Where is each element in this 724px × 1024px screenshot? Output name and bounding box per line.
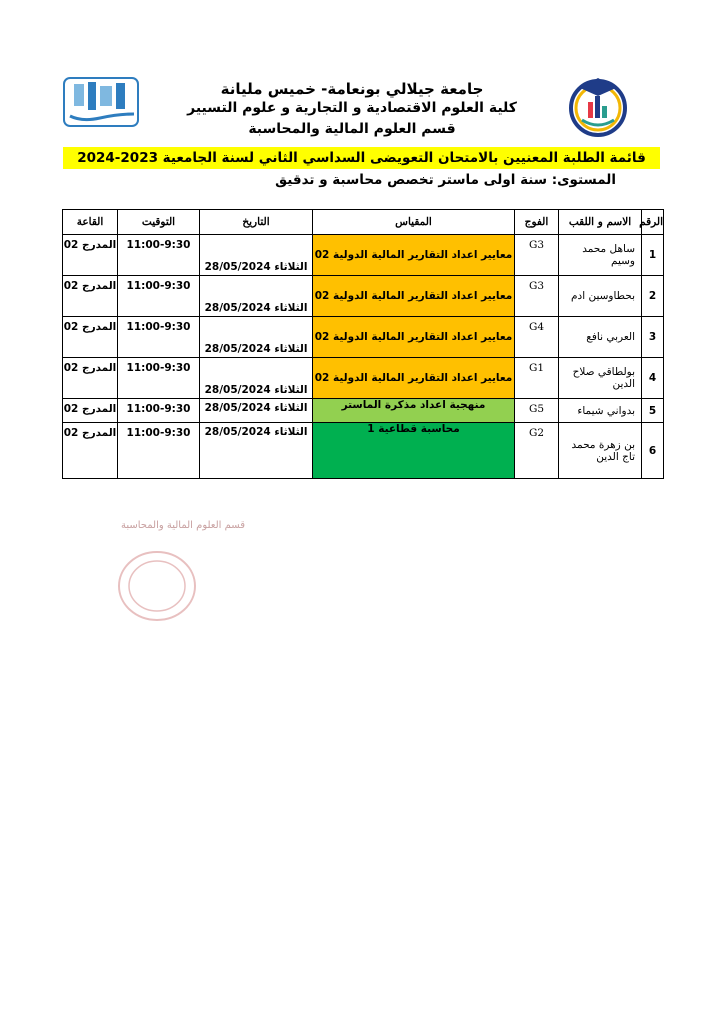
exam-room: المدرج 02 xyxy=(63,358,118,399)
exam-date: الثلاثاء 28/05/2024 xyxy=(200,317,313,358)
student-name: بولطاقي صلاح الدين xyxy=(559,358,642,399)
student-name: بن زهرة محمد تاج الدين xyxy=(559,423,642,479)
faculty-emblem-logo xyxy=(564,72,632,138)
exam-time: 11:00-9:30 xyxy=(118,235,200,276)
table-header-row xyxy=(63,210,664,235)
exam-room: المدرج 02 xyxy=(63,276,118,317)
row-num: 2 xyxy=(642,276,664,317)
stamp-text: قسم العلوم المالية والمحاسبة xyxy=(121,520,245,531)
exam-date: الثلاثاء 28/05/2024 xyxy=(200,235,313,276)
exam-subject: معايير اعداد التقارير المالية الدولية 02 xyxy=(313,358,515,399)
header-group: الفوج xyxy=(515,210,559,235)
exam-subject: معايير اعداد التقارير المالية الدولية 02 xyxy=(313,317,515,358)
exam-room: المدرج 02 xyxy=(63,423,118,479)
header-time: التوقيت xyxy=(118,210,200,235)
exam-time: 11:00-9:30 xyxy=(118,276,200,317)
student-name: ساهل محمد وسيم xyxy=(559,235,642,276)
exam-subject: محاسبة قطاعية 1 xyxy=(313,423,515,479)
row-num: 3 xyxy=(642,317,664,358)
level-line: المستوى: سنة اولى ماستر تخصص محاسبة و تدقيق xyxy=(275,172,616,188)
header-date: التاريخ xyxy=(200,210,313,235)
exam-room: المدرج 02 xyxy=(63,235,118,276)
exam-date: الثلاثاء 28/05/2024 xyxy=(200,276,313,317)
exam-subject: معايير اعداد التقارير المالية الدولية 02 xyxy=(313,235,515,276)
faculty-name: كلية العلوم الاقتصادية و التجارية و علوم التسيير xyxy=(187,100,517,116)
header-name: الاسم و اللقب xyxy=(559,210,642,235)
row-num: 5 xyxy=(642,399,664,423)
student-group: G5 xyxy=(515,399,559,423)
header-num: الرقم xyxy=(642,210,664,235)
exam-date: الثلاثاء 28/05/2024 xyxy=(200,399,313,423)
student-group: G3 xyxy=(515,276,559,317)
university-name: جامعة جيلالي بونعامة- خميس مليانة xyxy=(220,80,484,98)
exam-room: المدرج 02 xyxy=(63,399,118,423)
student-name: بحطاوسين ادم xyxy=(559,276,642,317)
header-subject: المقياس xyxy=(313,210,515,235)
table-row xyxy=(63,423,664,479)
student-group: G3 xyxy=(515,235,559,276)
exam-date: الثلاثاء 28/05/2024 xyxy=(200,423,313,479)
exam-subject: منهجية اعداد مذكرة الماستر xyxy=(313,399,515,423)
exam-time: 11:00-9:30 xyxy=(118,399,200,423)
student-group: G1 xyxy=(515,358,559,399)
row-num: 1 xyxy=(642,235,664,276)
table-row xyxy=(63,276,664,317)
header-room: القاعة xyxy=(63,210,118,235)
exam-time: 11:00-9:30 xyxy=(118,423,200,479)
table-row xyxy=(63,399,664,423)
table-row xyxy=(63,235,664,276)
exam-date: الثلاثاء 28/05/2024 xyxy=(200,358,313,399)
student-group: G4 xyxy=(515,317,559,358)
document-title: قائمة الطلبة المعنيين بالامتحان التعويضى السداسي الثاني لسنة الجامعية 2023-2024 xyxy=(63,147,660,169)
department-name: قسم العلوم المالية والمحاسبة xyxy=(248,121,456,137)
table-row xyxy=(63,317,664,358)
row-num: 6 xyxy=(642,423,664,479)
student-name: بدواني شيماء xyxy=(559,399,642,423)
row-num: 4 xyxy=(642,358,664,399)
student-group: G2 xyxy=(515,423,559,479)
department-stamp xyxy=(95,518,265,628)
university-wordmark-logo xyxy=(62,74,140,130)
exam-time: 11:00-9:30 xyxy=(118,317,200,358)
student-name: العربي نافع xyxy=(559,317,642,358)
exam-room: المدرج 02 xyxy=(63,317,118,358)
exam-time: 11:00-9:30 xyxy=(118,358,200,399)
students-table xyxy=(62,209,664,479)
exam-subject: معايير اعداد التقارير المالية الدولية 02 xyxy=(313,276,515,317)
table-row xyxy=(63,358,664,399)
